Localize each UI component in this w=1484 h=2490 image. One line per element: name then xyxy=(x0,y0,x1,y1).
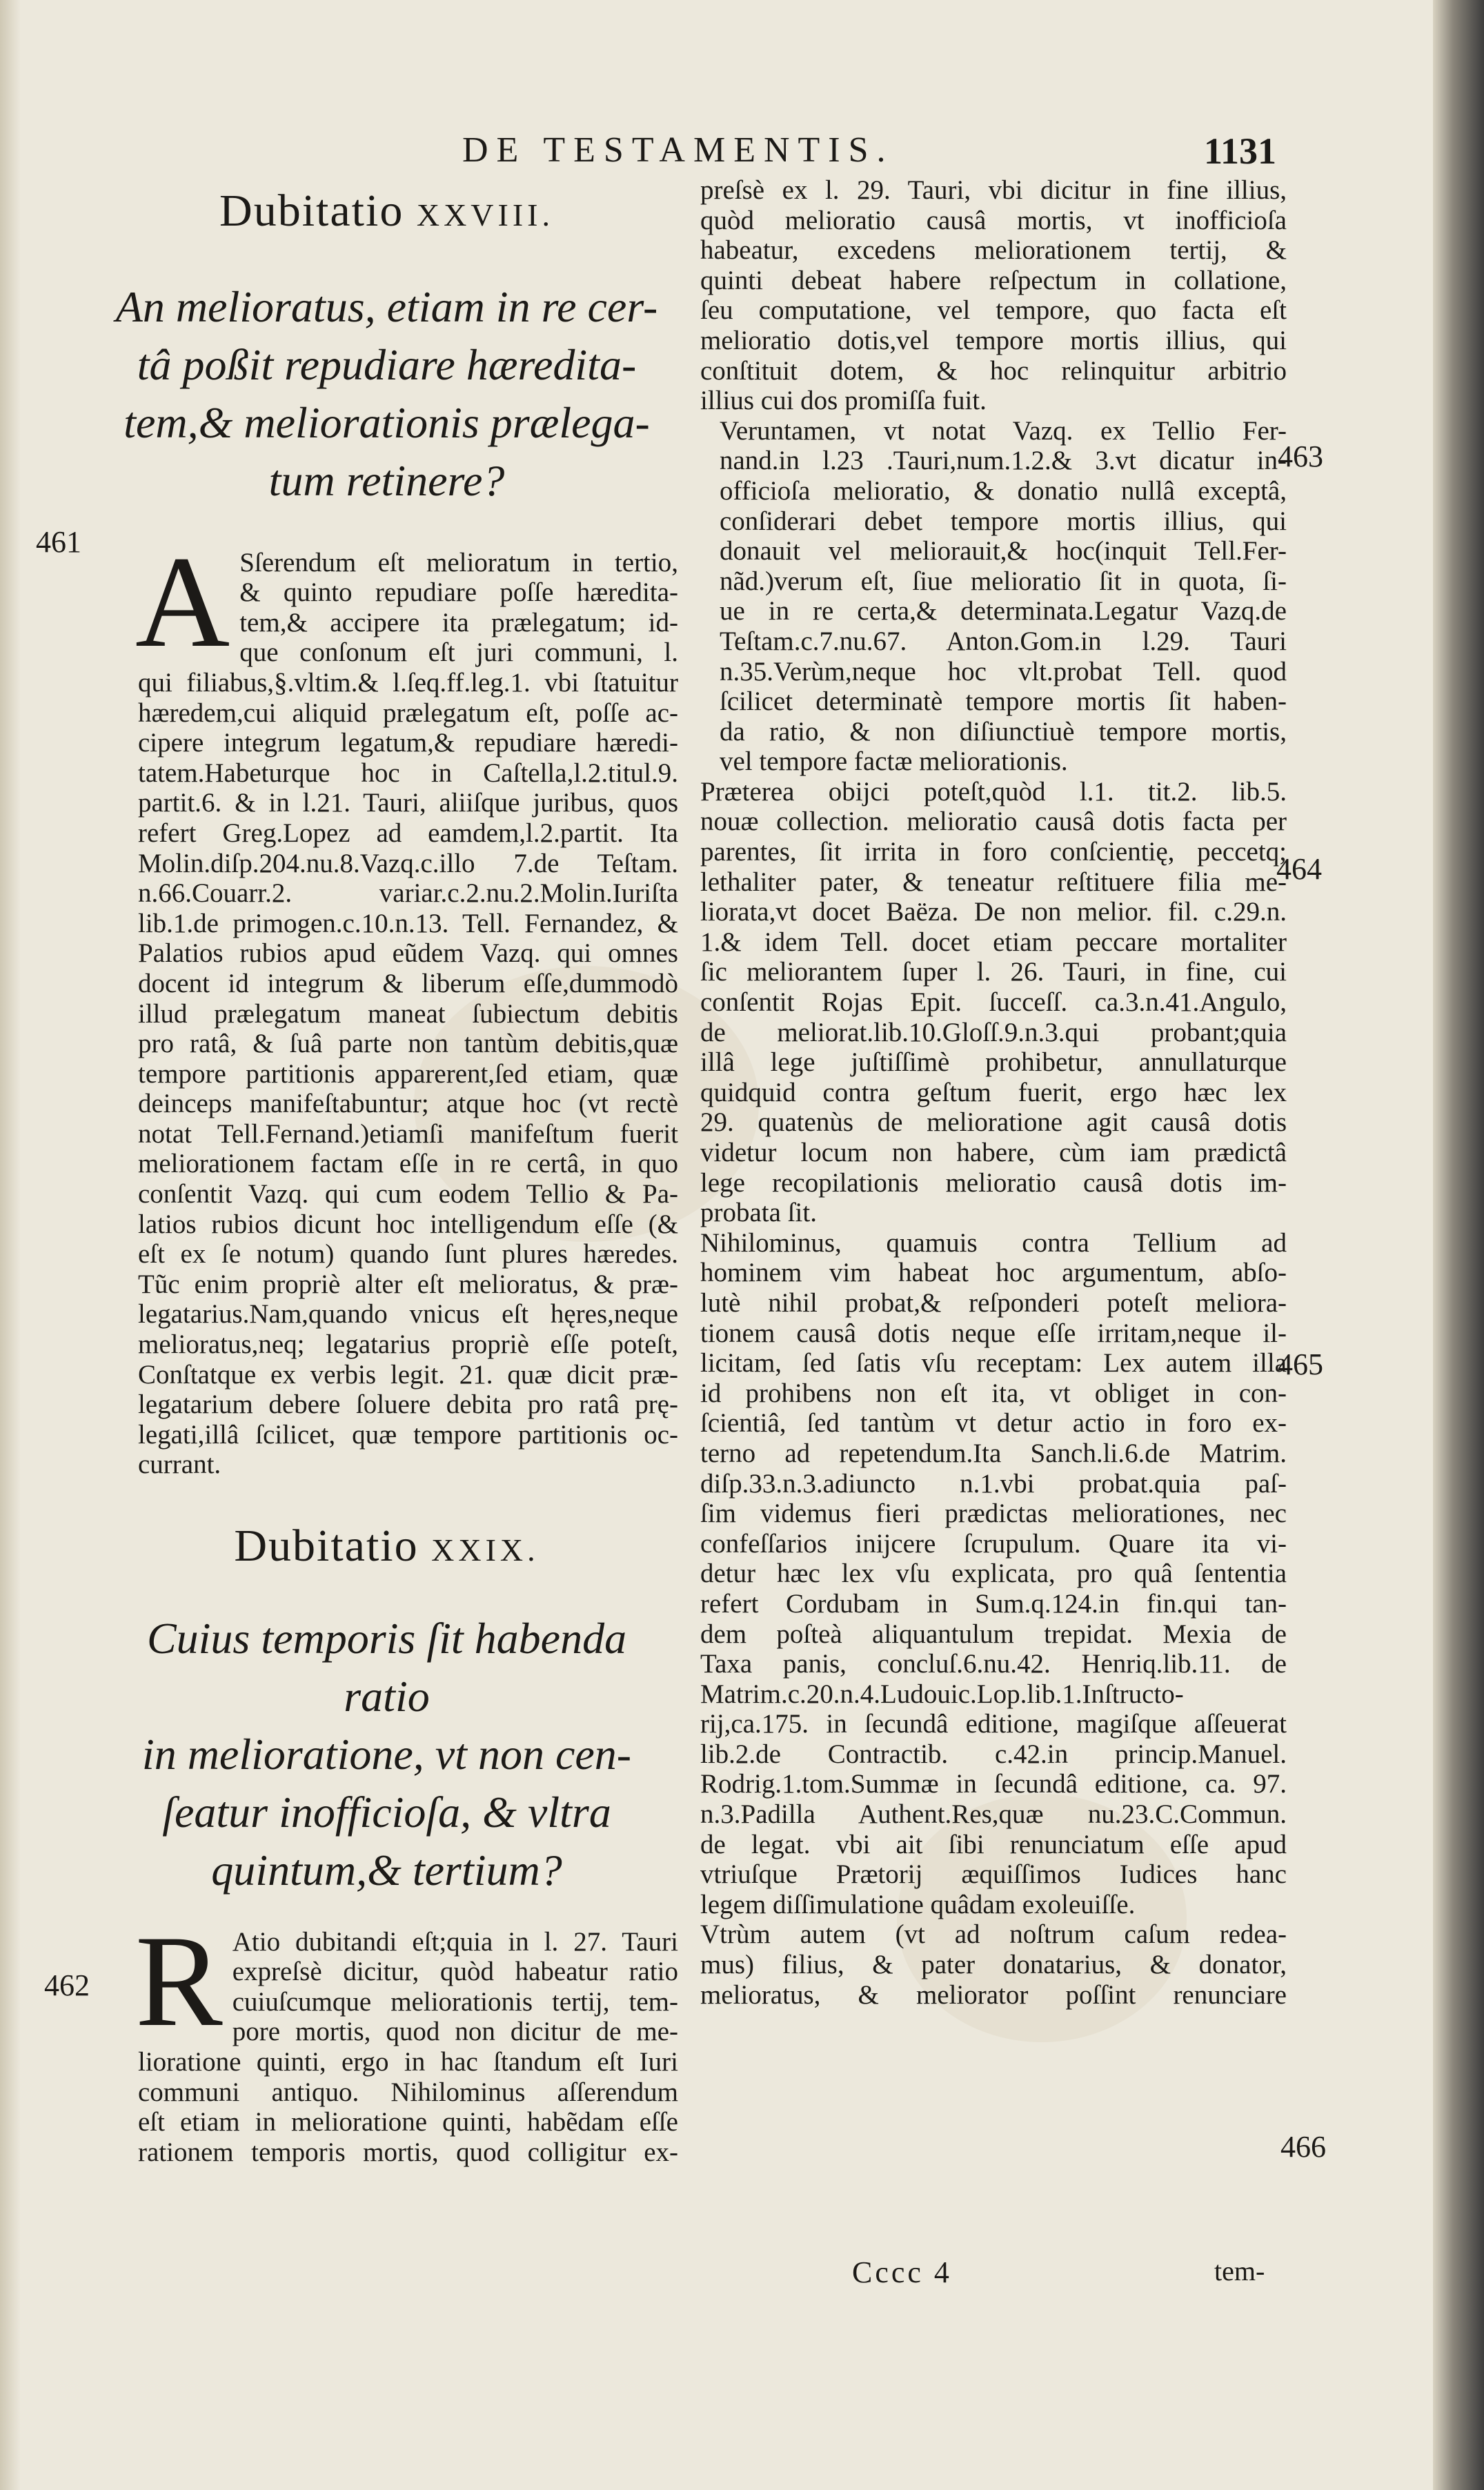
text-line: mus) filius, & pater donatarius, & donator, xyxy=(700,1950,1287,1980)
gutter-shadow xyxy=(0,0,21,2490)
text-line: pro ratâ, & ſuâ parte non tantùm debitis,quæ xyxy=(138,1029,678,1059)
heading-word: Dubitatio xyxy=(234,1521,432,1571)
heading-numeral: XXIX. xyxy=(431,1532,540,1568)
text-line: deinceps manifeſtabuntur; atque hoc (vt rectè xyxy=(138,1089,678,1119)
text-line: melioratus,neq; legatarius propriè eſſe poteſt, xyxy=(138,1330,678,1360)
text-line: nãd.)verum eſt, ſiue melioratio ſit in quota, ſi- xyxy=(720,566,1287,596)
text-line: quidquid contra geſtum fuerit, ergo hæc lex xyxy=(700,1077,1287,1107)
text-line: eſt ex ſe notum) quando ſunt plures hæredes. xyxy=(138,1239,678,1269)
text-line: hominem vim habeat hoc argumentum, abſo- xyxy=(700,1258,1287,1288)
text-line: n.66.Couarr.2. variar.c.2.nu.2.Molin.Iuriſta xyxy=(138,878,678,909)
text-line: pore mortis, quod non dicitur de me- xyxy=(232,2017,678,2047)
text-line: detur hæc lex vſu explicata, pro quâ ſententia xyxy=(700,1559,1287,1589)
text-line: expreſsè dicitur, quòd habeatur ratio xyxy=(232,1957,678,1987)
text-line: Nihilominus, quamuis contra Tellium ad xyxy=(700,1227,1287,1258)
right-column xyxy=(700,175,1287,2010)
text-line: ſeu computatione, vel tempore, quo facta eſt xyxy=(700,295,1287,326)
text-line: Rodrig.1.tom.Summæ in ſecundâ editione, ca. 97. xyxy=(700,1769,1287,1799)
text-line: n.35.Verùm,neque hoc vlt.probat Tell. quod xyxy=(720,656,1287,686)
text-line: Sſerendum eſt melioratum in tertio, xyxy=(239,547,678,577)
paragraph-462 xyxy=(135,1908,678,2054)
text-line: diſp.33.n.3.adiuncto n.1.vbi probat.quia paſ- xyxy=(700,1468,1287,1499)
text-line: videtur locum non habere, cùm iam prædictâ xyxy=(700,1138,1287,1167)
question-line: tâ poßit repudiare hæredita- xyxy=(137,339,637,389)
paragraph-465 xyxy=(700,1228,1287,1920)
text-line: partit.6. & in l.21. Tauri, aliiſque juribus, quos xyxy=(138,788,678,818)
text-line: hæredem,cui aliquid prælegatum eſt, poſſe ac- xyxy=(138,698,678,728)
paragraph-466 xyxy=(700,1919,1287,2010)
text-line: parentes, ſit irrita in foro conſcientię, peccetq; xyxy=(700,837,1287,867)
text-line: ſim videmus fieri prædictas meliorationes, nec xyxy=(700,1499,1287,1529)
margin-number-463: 463 xyxy=(1278,439,1323,473)
text-line: refert Cordubam in Sum.q.124.in fin.qui tan- xyxy=(700,1588,1287,1619)
text-line: tem,& accipere ita prælegatum; id- xyxy=(239,607,678,638)
text-line: quinti debeat habere reſpectum in collatione, xyxy=(700,265,1287,295)
question-line: An melioratus, etiam in re cer- xyxy=(115,281,658,331)
text-line: ſcilicet determinatè tempore mortis ſit haben- xyxy=(720,686,1287,717)
text-line: legati,illâ ſcilicet, quæ tempore partitionis oc- xyxy=(138,1419,678,1450)
text-line: Matrim.c.20.n.4.Ludouic.Lop.lib.1.Inſtructo- xyxy=(700,1679,1184,1709)
text-line: licitam, ſed ſatis vſu receptam: Lex autem illa xyxy=(700,1348,1287,1379)
margin-number-464: 464 xyxy=(1276,852,1322,886)
text-line: da ratio, & non diſiunctiuè tempore mortis, xyxy=(720,716,1287,747)
text-line: de meliorat.lib.10.Gloſſ.9.n.3.qui probant;quia xyxy=(700,1017,1287,1047)
text-line: illud prælegatum maneat ſubiectum debitis xyxy=(138,998,678,1029)
margin-number-466: 466 xyxy=(1280,2130,1326,2164)
text-line: Teſtam.c.7.nu.67. Anton.Gom.in l.29. Tauri xyxy=(720,626,1287,656)
margin-number-461: 461 xyxy=(36,525,81,559)
text-line: lib.2.de Contractib. c.42.in princip.Manuel. xyxy=(700,1739,1287,1769)
dubitatio-29-heading xyxy=(95,1521,678,1572)
text-line: Atio dubitandi eſt;quia in l. 27. Tauri xyxy=(232,1926,678,1957)
page-number: 1131 xyxy=(1204,130,1277,172)
text-line: legatarium debere ſoluere debita pro ratâ prę- xyxy=(138,1390,678,1420)
text-line: habeatur, excedens meliorationem tertij, & xyxy=(700,235,1287,266)
text-line: legatarius.Nam,quando vnicus eſt hęres,neque xyxy=(138,1299,678,1330)
question-line: in melioratione, vt non cen- xyxy=(141,1729,632,1779)
text-line: ſcientiâ, ſed tantùm vt detur actio in foro ex- xyxy=(700,1408,1287,1439)
drop-cap: A xyxy=(135,529,230,675)
text-line: Palatios rubios apud eũdem Vazq. qui omnes xyxy=(138,938,678,969)
margin-number-465: 465 xyxy=(1278,1347,1323,1381)
text-line: docent id integrum & liberum eſſe,dummodò xyxy=(138,968,678,998)
paragraph-continuation xyxy=(700,175,1287,416)
text-line: Molin.diſp.204.nu.8.Vazq.c.illo 7.de Teſtam. xyxy=(138,848,678,878)
text-line: nouæ collection. melioratio causâ dotis facta per xyxy=(700,807,1287,837)
text-line: Tũc enim propriè alter eſt melioratus, & præ- xyxy=(138,1269,678,1299)
text-line: id prohibens non eſt ita, vt obliget in con- xyxy=(700,1378,1287,1408)
text-line: Veruntamen, vt notat Vazq. ex Tellio Fer- xyxy=(720,415,1287,446)
question-line: tum retinere? xyxy=(268,455,505,505)
margin-number-462: 462 xyxy=(44,1968,90,2002)
paragraph-461-continued xyxy=(138,668,678,1480)
text-line: rij,ca.175. in ſecundâ editione, magiſque aſſeuerat xyxy=(700,1709,1287,1739)
text-line: terno ad repetendum.Ita Sanch.li.6.de Matrim. xyxy=(700,1438,1287,1468)
paragraph-463 xyxy=(700,416,1287,777)
text-line: vtriuſque Prætorij æquiſſimos Iudices hanc xyxy=(700,1859,1287,1890)
text-line: de legat. vbi ait ſibi renunciatum eſſe apud xyxy=(700,1829,1287,1859)
text-line: nand.in l.23 .Tauri,num.1.2.& 3.vt dicatur in- xyxy=(720,446,1287,476)
text-line: notat Tell.Fernand.)etiamſi manifeſtum fuerit xyxy=(138,1118,678,1149)
text-line: n.3.Padilla Authent.Res,quæ nu.23.C.Commun. xyxy=(700,1799,1287,1830)
text-line: & quinto repudiare poſſe hæredita- xyxy=(239,577,678,608)
text-line: que conſonum eſt juri communi, l. xyxy=(239,638,678,668)
text-line: meliorationem factam eſſe in re certâ, in quo xyxy=(138,1149,678,1179)
dubitatio-29-question xyxy=(95,1610,678,1899)
text-line: rationem temporis mortis, quod colligitur ex- xyxy=(138,2137,678,2167)
text-line: lutè nihil probat,& reſponderi poteſt meliora- xyxy=(700,1287,1287,1318)
text-line: legem diſſimulatione quâdam exoleuiſſe. xyxy=(700,1889,1136,1919)
heading-numeral: XXVIII. xyxy=(416,197,554,233)
text-line: vel tempore factæ meliorationis. xyxy=(720,747,1068,777)
text-line: 1.& idem Tell. docet etiam peccare mortaliter xyxy=(700,927,1287,957)
text-line: lioratione quinti, ergo in hac ſtandum eſt Iuri xyxy=(138,2046,678,2077)
text-line: conſiderari debet tempore mortis illius, qui xyxy=(720,506,1287,536)
catchword: tem- xyxy=(1214,2255,1265,2286)
text-line: confeſſarios inijcere ſcrupulum. Quare ita vi- xyxy=(700,1528,1287,1559)
text-line: lib.1.de primogen.c.10.n.13. Tell. Fernandez, & xyxy=(138,908,678,938)
text-line: preſsè ex l. 29. Tauri, vbi dicitur in fine illius, xyxy=(700,175,1287,205)
text-line: tempore partitionis apparerent,ſed etiam, quæ xyxy=(138,1058,678,1089)
text-line: ue in re certa,& determinata.Legatur Vazq.de xyxy=(720,596,1287,626)
text-line: conſentit Vazq. qui cum eodem Tellio & Pa- xyxy=(138,1179,678,1209)
paragraph-462-continued xyxy=(138,2047,678,2167)
text-line: qui filiabus,§.vltim.& l.ſeq.ff.leg.1. vbi ſtatuitur xyxy=(138,667,678,698)
text-line: conſentit Rojas Epit. ſucceſſ. ca.3.n.41.Angulo, xyxy=(700,987,1287,1018)
text-line: probata ſit. xyxy=(700,1198,817,1228)
dubitatio-28-question xyxy=(95,278,678,510)
text-line: 29. quatenùs de melioratione agit causâ dotis xyxy=(700,1107,1287,1138)
page-edge-shadow xyxy=(1433,0,1484,2490)
text-line: dem poſteà aliquantulum trepidat. Mexia de xyxy=(700,1619,1287,1649)
text-line: cipere integrum legatum,& repudiare hæredi- xyxy=(138,728,678,758)
text-line: quòd melioratio causâ mortis, vt inofficioſa xyxy=(700,205,1287,235)
text-line: ſic meliorantem ſuper l. 26. Tauri, in fine, cui xyxy=(700,957,1287,987)
text-line: illâ lege juſtiſſimè prohibetur, annullaturque xyxy=(700,1047,1287,1078)
text-line: tionem causâ dotis neque eſſe irritam,neque il- xyxy=(700,1318,1287,1348)
dubitatio-28-heading xyxy=(95,186,678,237)
text-line: Conſtatque ex verbis legit. 21. quæ dicit præ- xyxy=(138,1359,678,1390)
text-line: lethaliter pater, & teneatur reſtituere filia me- xyxy=(700,867,1287,897)
running-head: DE TESTAMENTIS. xyxy=(462,130,894,170)
text-line: Taxa panis, concluſ.6.nu.42. Henriq.lib.11. de xyxy=(700,1649,1287,1679)
question-line: Cuius temporis ſit habenda ratio xyxy=(146,1613,627,1721)
drop-cap: R xyxy=(135,1908,223,2054)
question-line: ſeatur inofficioſa, & vltra xyxy=(162,1787,611,1837)
question-line: quintum,& tertium? xyxy=(211,1845,562,1895)
text-line: conſtituit dotem, & hoc relinquitur arbitrio xyxy=(700,355,1287,386)
text-line: illius cui dos promiſſa fuit. xyxy=(700,386,987,416)
text-line: Vtrùm autem (vt ad noſtrum caſum redea- xyxy=(700,1919,1287,1950)
text-line: refert Greg.Lopez ad eamdem,l.2.partit. Ita xyxy=(138,818,678,848)
text-line: officioſa melioratio, & donatio nullâ exceptâ, xyxy=(720,475,1287,506)
signature-mark: Cccc 4 xyxy=(852,2255,952,2289)
paragraph-464 xyxy=(700,777,1287,1228)
text-line: cuiuſcumque meliorationis tertij, tem- xyxy=(232,1986,678,2017)
text-line: eſt etiam in melioratione quinti, habẽdam eſſe xyxy=(138,2107,678,2137)
text-line: Præterea obijci poteſt,quòd l.1. tit.2. lib.5. xyxy=(700,776,1287,807)
text-line: melioratus, & meliorator poſſint renunciare xyxy=(700,1979,1287,2010)
text-line: melioratio dotis,vel tempore mortis illius, qui xyxy=(700,325,1287,355)
text-line: tatem.Habeturque hoc in Caſtella,l.2.titul.9. xyxy=(138,758,678,788)
text-line: latios rubios dicunt hoc intelligendum eſſe (& xyxy=(138,1209,678,1239)
heading-word: Dubitatio xyxy=(219,186,417,236)
text-line: liorata,vt docet Baëza. De non melior. fil. c.29.n. xyxy=(700,897,1287,927)
text-line: communi antiquo. Nihilominus aſſerendum xyxy=(138,2077,678,2107)
text-line: currant. xyxy=(138,1450,221,1480)
paragraph-461 xyxy=(135,529,678,675)
text-line: lege recopilationis melioratio causâ dotis im- xyxy=(700,1167,1287,1198)
question-line: tem,& meliorationis prælega- xyxy=(123,397,650,447)
text-line: donauit vel meliorauit,& hoc(inquit Tell.Fer- xyxy=(720,536,1287,566)
left-column xyxy=(95,186,678,2167)
